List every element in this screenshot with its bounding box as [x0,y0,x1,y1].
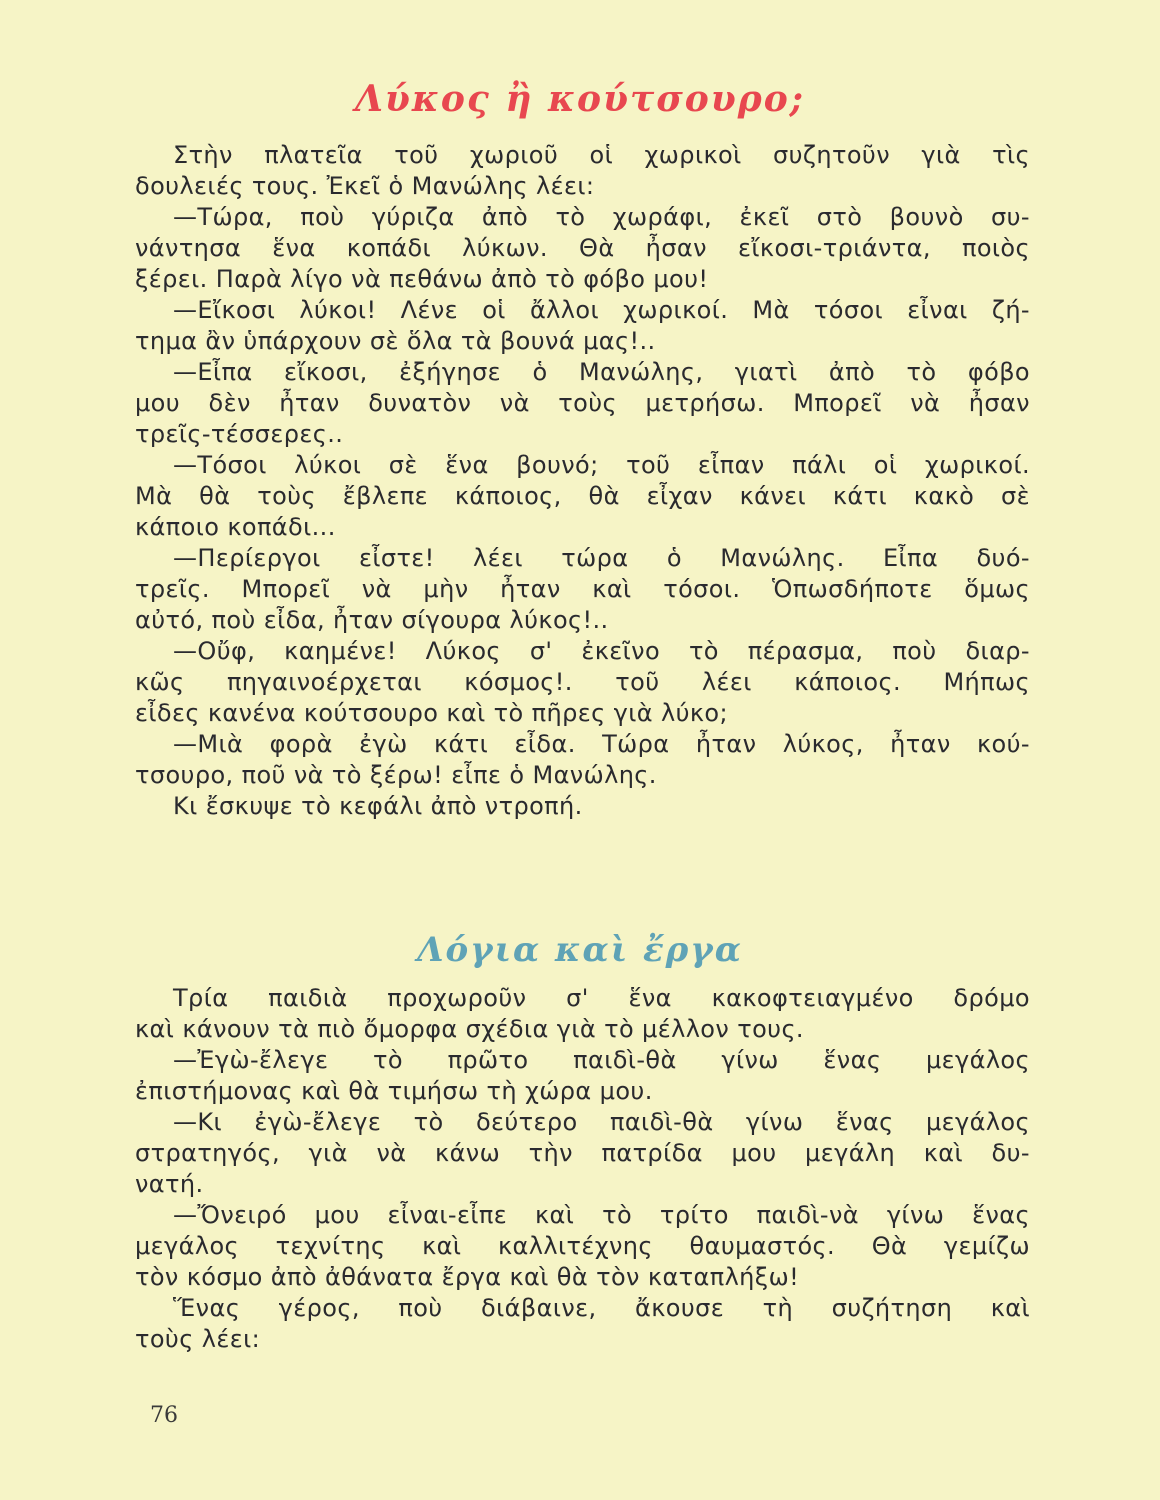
text-line: —Μιὰ φορὰ ἐγὼ κάτι εἶδα. Τώρα ἦταν λύκος, ἦταν κού- [173,730,1030,758]
text-line: —Ὄνειρό μου εἶναι-εἶπε καὶ τὸ τρίτο παιδὶ-νὰ γίνω ἕνας [173,1201,1030,1229]
text-line: κῶς πηγαινοέρχεται κόσμος!. τοῦ λέει κάποιος. Μήπως [135,668,1030,696]
text-line: μου δὲν ἦταν δυνατὸν νὰ τοὺς μετρήσω. Μπορεῖ νὰ ἦσαν [135,389,1030,417]
story-title-wolf-or-log: Λύκος ἢ κούτσουρο; [354,78,806,120]
text-line: —Οὔφ, καημένε! Λύκος σ' ἐκεῖνο τὸ πέρασμα, ποὺ διαρ- [173,637,1030,665]
text-line: τρεῖς-τέσσερες.. [135,420,344,448]
text-line: τρεῖς. Μπορεῖ νὰ μὴν ἦταν καὶ τόσοι. Ὁπωσδήποτε ὅμως [135,575,1030,603]
text-line: —Εἴκοσι λύκοι! Λένε οἱ ἄλλοι χωρικοί. Μὰ τόσοι εἶναι ζή- [173,296,1030,324]
text-line: αὐτό, ποὺ εἶδα, ἦταν σίγουρα λύκος!.. [135,606,609,634]
page-number: 76 [150,1403,178,1428]
text-line: Στὴν πλατεῖα τοῦ χωριοῦ οἱ χωρικοὶ συζητοῦν γιὰ τὶς [173,141,1030,169]
text-line: εἶδες κανένα κούτσουρο καὶ τὸ πῆρες γιὰ λύκο; [135,699,728,727]
text-line: —Κι ἐγὼ-ἔλεγε τὸ δεύτερο παιδὶ-θὰ γίνω ἕνας μεγάλος [173,1108,1030,1136]
text-line: Τρία παιδιὰ προχωροῦν σ' ἕνα κακοφτειαγμένο δρόμο [173,984,1030,1012]
text-line: —Εἶπα εἴκοσι, ἐξήγησε ὁ Μανώλης, γιατὶ ἀπὸ τὸ φόβο [173,358,1030,386]
text-line: καὶ κάνουν τὰ πιὸ ὄμορφα σχέδια γιὰ τὸ μέλλον τους. [135,1015,804,1043]
text-line: ξέρει. Παρὰ λίγο νὰ πεθάνω ἀπὸ τὸ φόβο μου! [135,265,709,293]
text-line: —Ἐγὼ-ἔλεγε τὸ πρῶτο παιδὶ-θὰ γίνω ἕνας μεγάλος [173,1046,1030,1074]
text-line: μεγάλος τεχνίτης καὶ καλλιτέχνης θαυμαστός. Θὰ γεμίζω [135,1232,1030,1260]
text-line: Μὰ θὰ τοὺς ἔβλεπε κάποιος, θὰ εἶχαν κάνει κάτι κακὸ σὲ [135,482,1030,510]
story-title-words-and-deeds: Λόγια καὶ ἔργα [417,930,743,970]
text-line: —Τώρα, ποὺ γύριζα ἀπὸ τὸ χωράφι, ἐκεῖ στὸ βουνὸ συ- [173,203,1030,231]
text-line: τημα ἂν ὑπάρχουν σὲ ὅλα τὰ βουνά μας!.. [135,327,656,355]
story-body-wolf-or-log [135,140,1030,822]
text-line: τοὺς λέει: [135,1325,261,1353]
text-line: νάντησα ἕνα κοπάδι λύκων. Θὰ ἦσαν εἴκοσι-τριάντα, ποιὸς [135,234,1030,262]
text-line: νατή. [135,1170,204,1198]
text-line: στρατηγός, γιὰ νὰ κάνω τὴν πατρίδα μου μεγάλη καὶ δυ- [135,1139,1030,1167]
text-line: —Περίεργοι εἶστε! λέει τώρα ὁ Μανώλης. Εἶπα δυό- [173,544,1030,572]
text-line: ἐπιστήμονας καὶ θὰ τιμήσω τὴ χώρα μου. [135,1077,653,1105]
text-line: Ἕνας γέρος, ποὺ διάβαινε, ἄκουσε τὴ συζήτηση καὶ [173,1294,1030,1322]
text-line: Κι ἔσκυψε τὸ κεφάλι ἀπὸ ντροπή. [173,792,583,820]
text-line: τὸν κόσμο ἀπὸ ἀθάνατα ἔργα καὶ θὰ τὸν καταπλήξω! [135,1263,800,1291]
text-line: τσουρο, ποῦ νὰ τὸ ξέρω! εἶπε ὁ Μανώλης. [135,761,657,789]
text-line: —Τόσοι λύκοι σὲ ἕνα βουνό; τοῦ εἶπαν πάλι οἱ χωρικοί. [173,451,1030,479]
text-line: δουλειές τους. Ἐκεῖ ὁ Μανώλης λέει: [135,172,595,200]
text-line: κάποιο κοπάδι... [135,513,336,541]
story-body-words-and-deeds [135,983,1030,1355]
